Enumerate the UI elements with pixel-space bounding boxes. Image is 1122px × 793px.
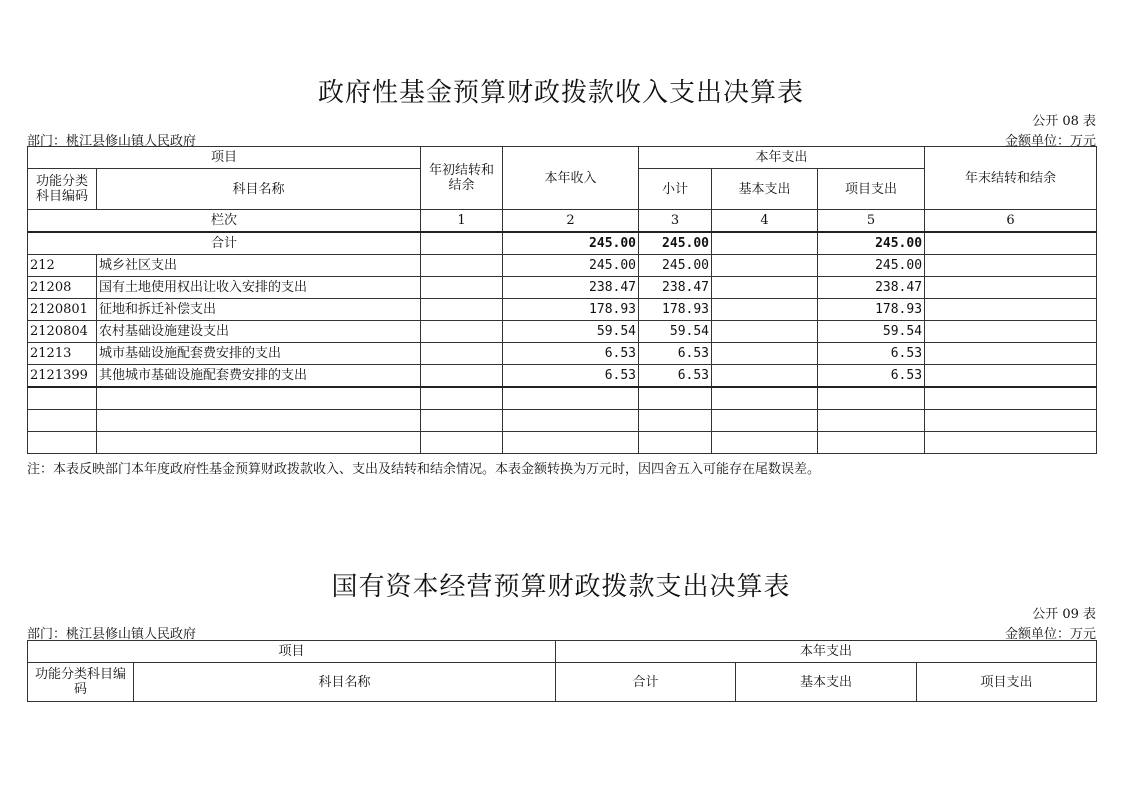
row-project-exp: 6.53 [818, 343, 925, 365]
table2-unit: 金额单位：万元 [1004, 627, 1096, 642]
row-carry-begin [421, 321, 503, 343]
table-row [28, 299, 1097, 321]
row-carry-begin [421, 255, 503, 277]
table1-department: 部门：桃江县修山镇人民政府 [27, 134, 197, 149]
row-code: 2120801 [28, 299, 97, 321]
row-name: 其他城市基础设施配套费安排的支出 [97, 365, 421, 388]
header-project: 项目 [28, 147, 421, 169]
row-basic [712, 277, 818, 299]
row-basic [712, 255, 818, 277]
row-carry-end [925, 255, 1097, 277]
t2-header-basic: 基本支出 [736, 663, 917, 702]
col-num-5: 5 [818, 210, 925, 233]
row-carry-end [925, 365, 1097, 388]
t2-header-project: 项目 [28, 641, 556, 663]
row-income: 6.53 [503, 343, 639, 365]
table2 [27, 640, 1097, 702]
col-num-2: 2 [503, 210, 639, 233]
row-code: 21208 [28, 277, 97, 299]
t2-header-code: 功能分类科目编码 [28, 663, 134, 702]
table-row [28, 365, 1097, 388]
row-project-exp: 6.53 [818, 365, 925, 388]
row-carry-end [925, 343, 1097, 365]
table2-department: 部门：桃江县修山镇人民政府 [27, 627, 197, 642]
row-income: 178.93 [503, 299, 639, 321]
row-subtotal: 245.00 [639, 255, 712, 277]
row-subtotal: 59.54 [639, 321, 712, 343]
row-carry-begin [421, 299, 503, 321]
row-carry-begin [421, 365, 503, 388]
t2-header-name: 科目名称 [134, 663, 556, 702]
table1 [27, 146, 1097, 454]
header-income: 本年收入 [503, 147, 639, 210]
table2-form-no: 公开 09 表 [1032, 607, 1096, 622]
row-project-exp: 238.47 [818, 277, 925, 299]
header-project-exp: 项目支出 [818, 169, 925, 210]
row-code: 2120804 [28, 321, 97, 343]
row-code: 21213 [28, 343, 97, 365]
table-row [28, 277, 1097, 299]
total-carry-end [925, 232, 1097, 255]
empty-row [28, 410, 1097, 432]
row-income: 245.00 [503, 255, 639, 277]
table-row [28, 255, 1097, 277]
row-income: 59.54 [503, 321, 639, 343]
row-carry-end [925, 277, 1097, 299]
total-basic [712, 232, 818, 255]
row-name: 国有土地使用权出让收入安排的支出 [97, 277, 421, 299]
table1-note: 注：本表反映部门本年度政府性基金预算财政拨款收入、支出及结转和结余情况。本表金额转换为万元时，因四舍五入可能存在尾数误差。 [27, 462, 821, 477]
row-carry-begin [421, 343, 503, 365]
row-name: 征地和拆迁补偿支出 [97, 299, 421, 321]
header-subtotal: 小计 [639, 169, 712, 210]
header-code: 功能分类科目编码 [28, 169, 97, 210]
col-num-3: 3 [639, 210, 712, 233]
total-subtotal: 245.00 [639, 232, 712, 255]
col-num-6: 6 [925, 210, 1097, 233]
table-row [28, 321, 1097, 343]
t2-header-project-exp: 项目支出 [917, 663, 1097, 702]
header-carry-begin: 年初结转和结余 [421, 147, 503, 210]
empty-row [28, 432, 1097, 454]
row-name: 城乡社区支出 [97, 255, 421, 277]
total-label: 合计 [28, 232, 421, 255]
header-carry-end: 年末结转和结余 [925, 147, 1097, 210]
row-name: 城市基础设施配套费安排的支出 [97, 343, 421, 365]
row-carry-end [925, 321, 1097, 343]
table1-unit: 金额单位：万元 [1004, 134, 1096, 149]
table2-title: 国有资本经营预算财政拨款支出决算表 [331, 572, 791, 602]
row-basic [712, 321, 818, 343]
col-num-1: 1 [421, 210, 503, 233]
row-income: 238.47 [503, 277, 639, 299]
total-carry-begin [421, 232, 503, 255]
row-code: 212 [28, 255, 97, 277]
empty-row [28, 387, 1097, 410]
table1-title: 政府性基金预算财政拨款收入支出决算表 [317, 78, 804, 108]
table-row [28, 343, 1097, 365]
row-carry-begin [421, 277, 503, 299]
row-subtotal: 6.53 [639, 343, 712, 365]
header-basic: 基本支出 [712, 169, 818, 210]
col-num-4: 4 [712, 210, 818, 233]
row-project-exp: 178.93 [818, 299, 925, 321]
row-project-exp: 245.00 [818, 255, 925, 277]
row-subtotal: 238.47 [639, 277, 712, 299]
row-income: 6.53 [503, 365, 639, 388]
row-code: 2121399 [28, 365, 97, 388]
row-carry-end [925, 299, 1097, 321]
header-name: 科目名称 [97, 169, 421, 210]
row-name: 农村基础设施建设支出 [97, 321, 421, 343]
row-subtotal: 178.93 [639, 299, 712, 321]
row-project-exp: 59.54 [818, 321, 925, 343]
total-project-exp: 245.00 [818, 232, 925, 255]
table1-form-no: 公开 08 表 [1032, 114, 1096, 129]
header-row-no: 栏次 [28, 210, 421, 233]
t2-header-expense: 本年支出 [556, 641, 1097, 663]
row-basic [712, 299, 818, 321]
t2-header-total: 合计 [556, 663, 736, 702]
row-basic [712, 365, 818, 388]
total-income: 245.00 [503, 232, 639, 255]
header-expense: 本年支出 [639, 147, 925, 169]
row-basic [712, 343, 818, 365]
row-subtotal: 6.53 [639, 365, 712, 388]
